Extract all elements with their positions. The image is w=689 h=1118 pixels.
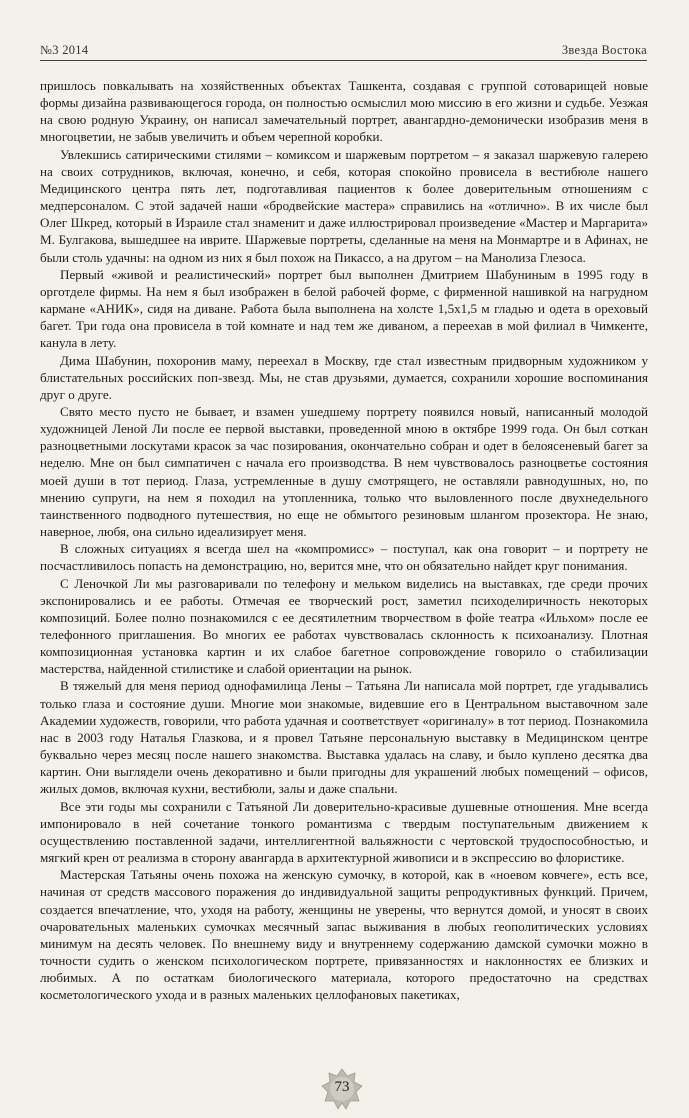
page-number-badge (321, 1068, 363, 1110)
paragraph: Все эти годы мы сохранили с Татьяной Ли доверительно-красивые душевные отношения. Мне всегда импонировало в ней сочетание тонкого романтизма с твердым поступательным движением к осуществлению поставленной задачи, интеллигентной вальяжности с чертовской трудоспособностью, и мягкий крен от реализма в сторону авангарда в архитектурной живописи и в экспрессию во флористике. (40, 798, 648, 866)
paragraph: пришлось повкалывать на хозяйственных объектах Ташкента, создавая с группой сотоварищей новые формы дизайна развивающегося города, он полностью осмыслил мою миссию в его жизни и судьбе. Уезжая на свою родную Украину, он написал замечательный портрет, авангардно-демонически изобразив меня в многоцветии, не забыв увеличить и объем черепной коробки. (40, 78, 648, 145)
journal-title: Звезда Востока (561, 43, 647, 57)
paragraph: В сложных ситуациях я всегда шел на «компромисс» – поступал, как она говорит – и портрету не посчастливилось попасть на демонстрацию, но, верится мне, что он обязательно найдет круг понимания. (40, 541, 648, 574)
paragraph: Дима Шабунин, похоронив маму, переехал в Москву, где стал известным придворным художником у блистательных российских поп-звезд. Мы, не став друзьями, думается, сохранили хорошие воспоминания друг о друге. (40, 352, 648, 402)
paragraph: Увлекшись сатирическими стилями – комиксом и шаржевым портретом – я заказал шаржевую галерею на своих сотрудников, включая, конечно, и себя, которая спокойно провисела в вестибюле нашего Медицинского центра пять лет, подготавливая пациентов к более доверительным отношениям с медперсоналом. С этой задачей наши «бродвейские мастера» справились на «отлично». В их числе был Олег Шкред, который в Израиле стал знаменит и даже иллюстрировал произведение «Мастер и Маргарита» М. Булгакова, вышедшее на иврите. Шаржевые портреты, сделанные на меня на Монмартре и в Афинах, не были столь удачны: на одном из них я был похож на Пикассо, а на другом – на Манолиза Глезоса. (40, 146, 648, 265)
paragraph: Мастерская Татьяны очень похожа на женскую сумочку, в которой, как в «ноевом ковчеге», есть все, начиная от средств массового поражения до индивидуальной защиты репродуктивных функций. Причем, создается впечатление, что, уходя на работу, женщины не уверены, что вернутся домой, и уносят в своих очаровательных маленьких сумочках месячный запас выживания в любых геополитических условиях минимум на десять человек. По внешнему виду и внутреннему содержанию дамской сумочки можно в точности судить о женском психологическом портрете, привязанностях и наклонностях ее близких и любимых. А по остаткам биологического материала, которого предостаточно на средствах косметологического ухода и в разных маленьких целлофановых пакетиках, (40, 867, 648, 1003)
paragraph: Свято место пусто не бывает, и взамен ушедшему портрету появился новый, написанный молодой художницей Леной Ли после ее первой выставки, проведенной мною в октябре 1999 года. Он был соткан разноцветными лоскутами красок за час позирования, окончательно собран и одет в белоясеневый багет за неделю. Мне он был симпатичен с начала его производства. В нем чувствовалось разноцветье состояния моей души в тот период. Глаза, устремленные в душу смотрящего, не оставляли равнодушных, но, по мнению супруги, на нем я походил на утопленника, только что выловленного после двухнедельного таинственного подводного путешествия, но еще не обмытого резиновым шлангом прозектора. Не знаю, наверное, любя, она сильно идеализирует меня. (40, 403, 648, 540)
article-body (40, 77, 648, 1067)
paragraph: Первый «живой и реалистический» портрет был выполнен Дмитрием Шабуниным в 1995 году в орготделе фирмы. На нем я был изображен в белой рабочей форме, с фирменной нашивкой на нагрудном кармане «АНИК», сидя на диване. Работа была выполнена на холсте 1,5х1,5 м гладью и одета в ореховый багет. Три года она провисела в той комнате и над тем же диваном, а переехав в мой филиал в Чимкенте, канула в лету. (40, 266, 648, 351)
issue-label: №3 2014 (40, 43, 89, 57)
page-header (40, 38, 647, 61)
paragraph: В тяжелый для меня период однофамилица Лены – Татьяна Ли написала мой портрет, где угадывались только глаза и состояние души. Многие мои знакомые, видевшие его в Центральном выставочном зале Академии художеств, говорили, что работа удачная и соответствует «оригиналу» в тот период. Познакомила нас в 2003 году Наталья Глазкова, и я провел Татьяне персональную выставку в Медицинском центре буквально через месяц после нашего знакомства. Выставка удалась на славу, и было куплено десятка два картин. Они выглядели очень декоративно и были пригодны для украшений любых помещений – офисов, жилых домов, включая кухни, вестибюли, залы и даже спальни. (40, 678, 648, 797)
page-number: 73 (334, 1079, 350, 1095)
paragraph: С Леночкой Ли мы разговаривали по телефону и мельком виделись на выставках, где среди прочих экспонировались и ее работы. Отмечая ее творческий рост, заметил психоделиричность некоторых композиций. Более полно познакомился с ее десятилетним творчеством в фойе театра «Ильхом» после ее телефонного приглашения. Во многих ее работах чувствовалась склонность к психоанализу. Плотная композиционная установка картин и их слабое багетное сопровождение говорило о стабилизации мастерства, найденной стилистике и слабой ориентации на рынок. (40, 575, 648, 677)
